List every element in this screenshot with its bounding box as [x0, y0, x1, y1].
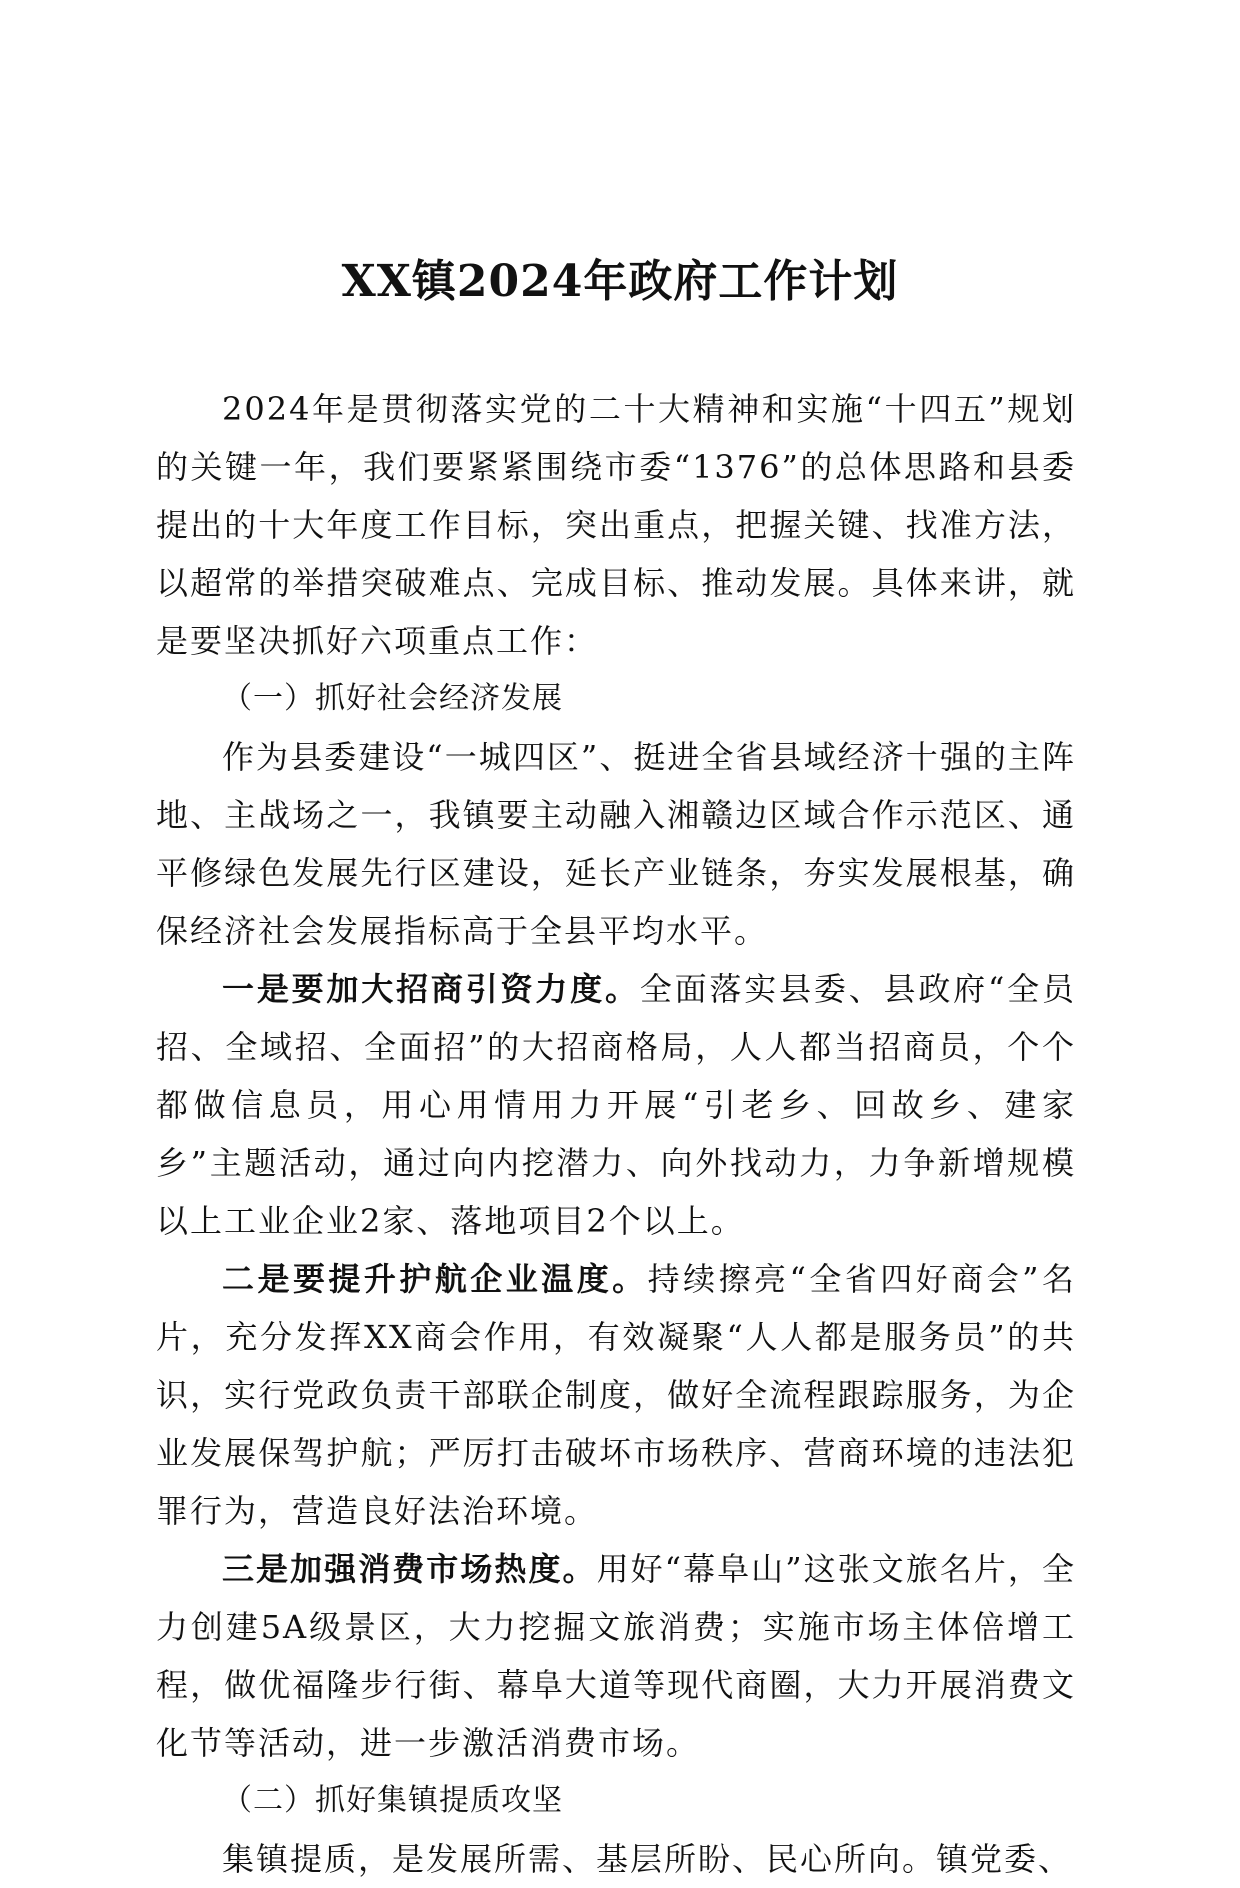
section-heading-1: （一）抓好社会经济发展	[222, 681, 563, 716]
item-3-text: 用好“幕阜山”这张文旅名片，全力创建5A级景区，大力挖掘文旅消费；实施市场主体倍增工程，做优福隆步行街、幕阜大道等现代商圈，大力开展消费文化节等活动，进一步激活消费市场。	[156, 1550, 1076, 1762]
item-2-text: 持续擦亮“全省四好商会”名片，充分发挥XX商会作用，有效凝聚“人人都是服务员”的共识，实行党政负责干部联企制度，做好全流程跟踪服务，为企业发展保驾护航；严厉打击破坏市场秩序、营商环境的违法犯罪行为，营造良好法治环境。	[156, 1260, 1076, 1530]
item-2-lead: 二是要提升护航企业温度。	[222, 1260, 648, 1298]
document-body	[156, 380, 1076, 1888]
section-1-item-2	[156, 1250, 1076, 1540]
document-title: XX镇2024年政府工作计划	[341, 256, 899, 307]
intro-paragraph: 2024年是贯彻落实党的二十大精神和实施“十四五”规划的关键一年，我们要紧紧围绕市委“1376”的总体思路和县委提出的十大年度工作目标，突出重点，把握关键、找准方法，以超常的举措突破难点、完成目标、推动发展。具体来讲，就是要坚决抓好六项重点工作：	[156, 390, 1076, 660]
section-1-item-3	[156, 1540, 1076, 1772]
item-3-lead: 三是加强消费市场热度。	[222, 1550, 597, 1588]
section-1-item-1	[156, 960, 1076, 1250]
section-2-paragraph: 集镇提质，是发展所需、基层所盼、民心所向。镇党委、	[222, 1840, 1073, 1878]
item-1-lead: 一是要加大招商引资力度。	[222, 970, 640, 1008]
section-heading-2: （二）抓好集镇提质攻坚	[222, 1783, 563, 1818]
section-1-paragraph: 作为县委建设“一城四区”、挺进全省县域经济十强的主阵地、主战场之一，我镇要主动融入湘赣边区域合作示范区、通平修绿色发展先行区建设，延长产业链条，夯实发展根基，确保经济社会发展指标高于全县平均水平。	[156, 738, 1076, 950]
item-1-text: 全面落实县委、县政府“全员招、全域招、全面招”的大招商格局，人人都当招商员，个个都做信息员，用心用情用力开展“引老乡、回故乡、建家乡”主题活动，通过向内挖潜力、向外找动力，力争新增规模以上工业企业2家、落地项目2个以上。	[156, 970, 1076, 1240]
